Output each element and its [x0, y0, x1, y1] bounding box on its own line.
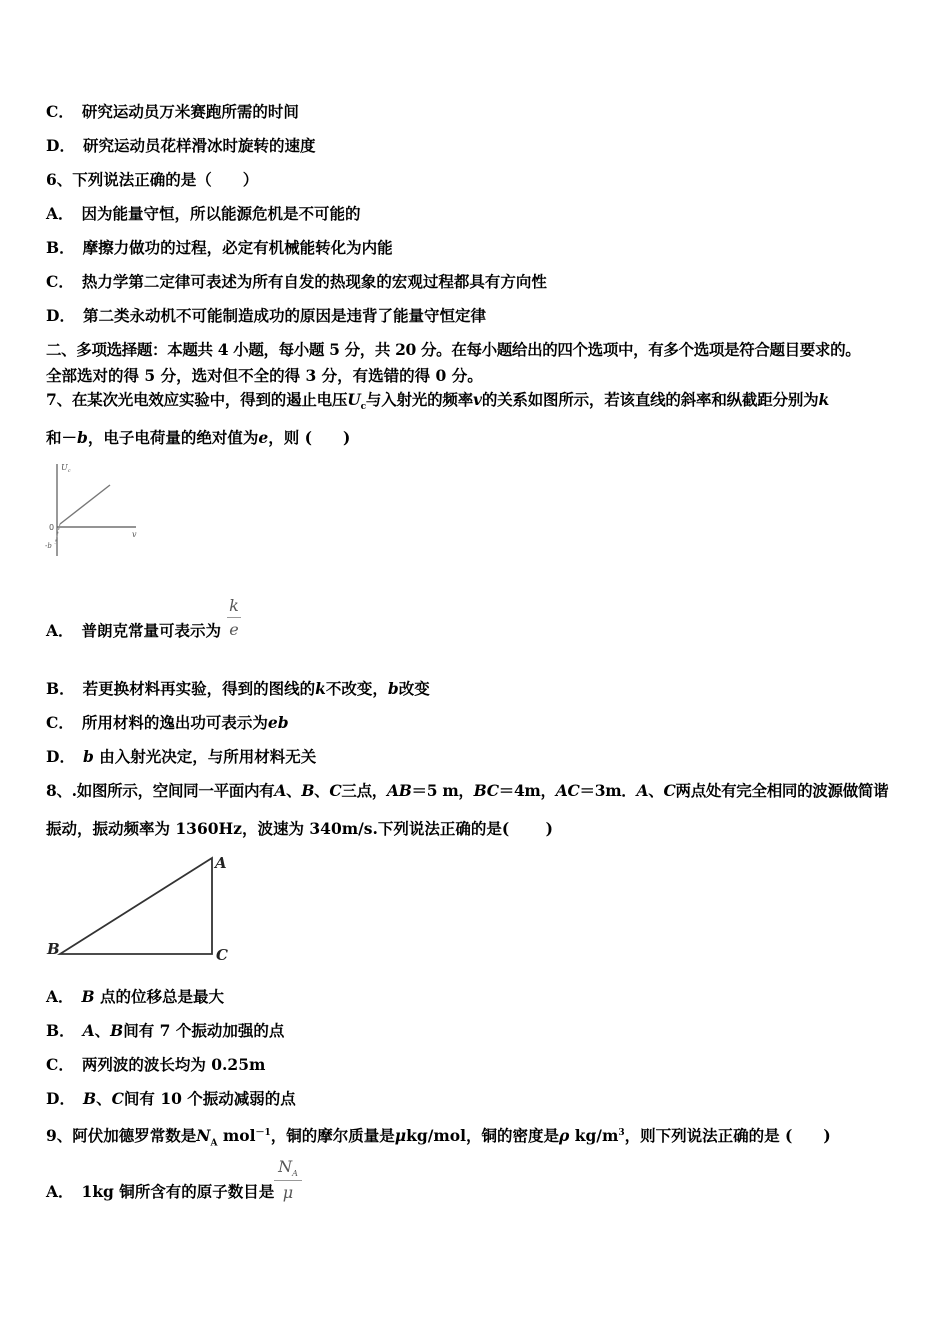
q7-graph-origin: 0 [49, 523, 55, 532]
q8-option-d: D． B、C间有 10 个振动减弱的点 [46, 1089, 296, 1108]
q6-option-c: C． 热力学第二定律可表述为所有自发的热现象的宏观过程都具有方向性 [46, 272, 547, 291]
q7-option-a-fraction: k e [227, 596, 241, 639]
q7-option-b: B． 若更换材料再实验，得到的图线的k不改变，b改变 [46, 679, 430, 698]
q7-graph-y-label: $U_c$ [61, 463, 71, 474]
q8-vertex-c: C [216, 946, 228, 964]
q9-stem: 9、阿伏加德罗常数是$N_A$ mol$^{-1}$，铜的摩尔质量是μkg/mol，铜的密度是ρ $kg/m^3$，则下列说法正确的是 ( ) [46, 1126, 831, 1149]
q6-option-a: A． 因为能量守恒，所以能源危机是不可能的 [46, 204, 361, 223]
q9-option-a-fraction: $N_A$ μ [274, 1157, 302, 1202]
q6-option-b: B． 摩擦力做功的过程，必定有机械能转化为内能 [46, 238, 393, 257]
q8-triangle [60, 858, 212, 954]
q8-triangle-figure [44, 850, 244, 970]
q8-option-c: C． 两列波的波长均为 0.25m [46, 1055, 266, 1074]
q8-option-a: A． B 点的位移总是最大 [46, 987, 225, 1006]
q7-stem-line2: 和－b，电子电荷量的绝对值为e，则 ( ) [46, 428, 351, 447]
section2-header-line1: 二、多项选择题：本题共 4 小题，每小题 5 分，共 20 分。在每小题给出的四个选项中，有多个选项是符合题目要求的。 [46, 340, 861, 359]
q8-option-b: B． A、B间有 7 个振动加强的点 [46, 1021, 285, 1040]
q7-stem-line1: 7、在某次光电效应实验中，得到的遏止电压$U_c$与入射光的频率v的关系如图所示，若该直线的斜率和纵截距分别为k [46, 390, 829, 413]
q5-option-c: C． 研究运动员万米赛跑所需的时间 [46, 102, 299, 121]
q7-graph-line [60, 485, 110, 524]
section2-header-line2: 全部选对的得 5 分，选对但不全的得 3 分，有选错的得 0 分。 [46, 366, 483, 385]
q8-vertex-a: A [215, 854, 227, 872]
q7-option-d: D． b 由入射光决定，与所用材料无关 [46, 747, 317, 766]
q8-vertex-b: B [47, 940, 60, 958]
q7-graph-x-label: v [132, 530, 137, 539]
q5-option-d: D． 研究运动员花样滑冰时旋转的速度 [46, 136, 316, 155]
q7-graph-intercept-label: -b [45, 542, 52, 550]
q7-option-c: C． 所用材料的逸出功可表示为eb [46, 713, 289, 732]
q8-stem-line2: 振动，振动频率为 1360Hz，波速为 340m/s.下列说法正确的是( ) [46, 819, 553, 838]
q7-graph [44, 458, 144, 558]
q8-stem-line1: 8、.如图所示，空间同一平面内有A、B、C三点，AB＝5 m，BC＝4m，AC＝3m．A、C两点处有完全相同的波源做简谐 [46, 781, 889, 800]
q6-option-d: D． 第二类永动机不可能制造成功的原因是违背了能量守恒定律 [46, 306, 486, 325]
q9-option-a: A． 1kg 铜所含有的原子数目是 [46, 1182, 275, 1201]
q6-stem: 6、下列说法正确的是（ ） [46, 170, 259, 189]
q7-option-a: A． 普朗克常量可表示为 [46, 621, 222, 640]
